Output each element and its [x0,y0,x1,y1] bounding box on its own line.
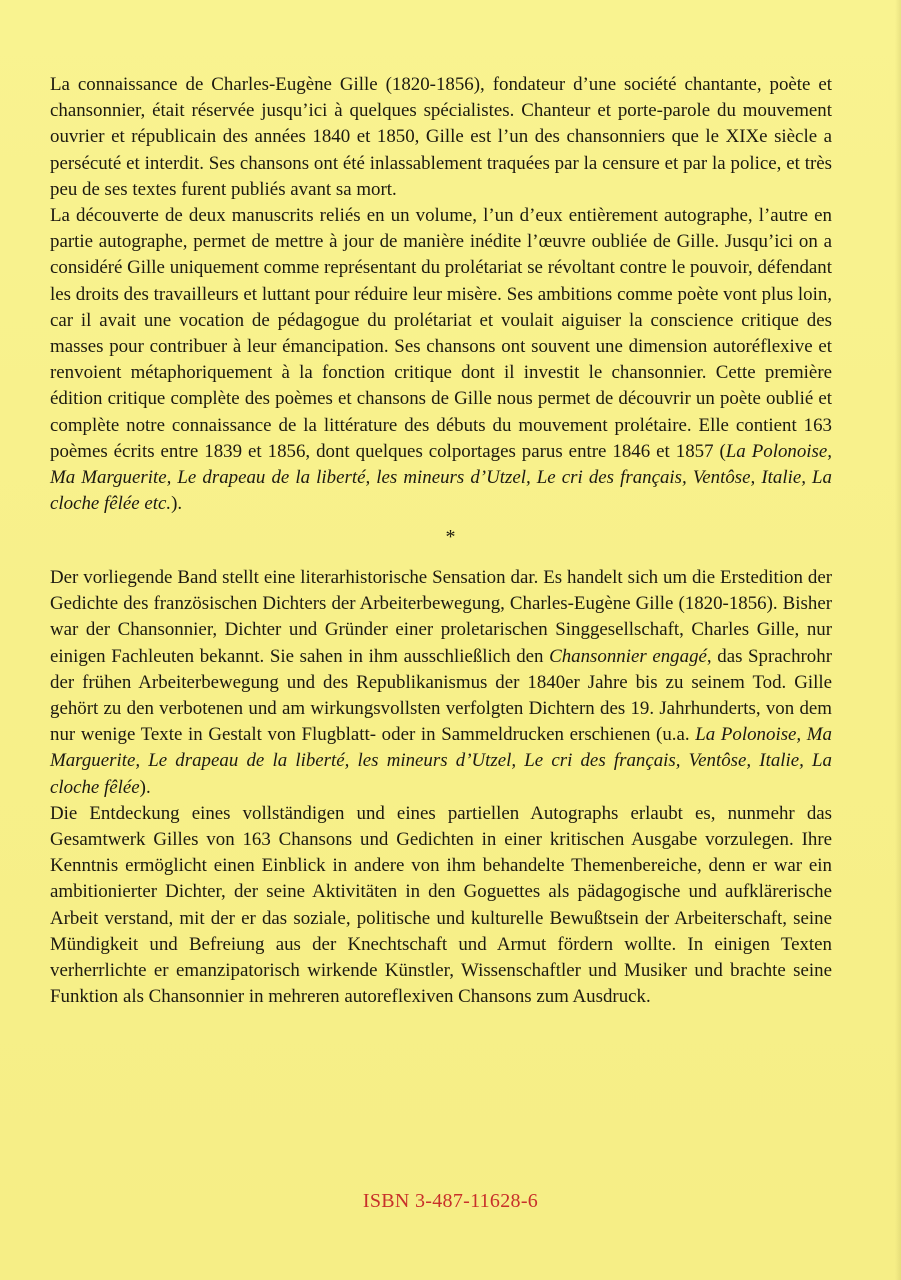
text-run: La connaissance de Charles-Eugène Gille (1820-1856), fondateur d’une société chantante, poète et chansonnier, était réservée jusqu’ici à quelques spécialistes. Chanteur et porte-parole du mouvement ouvrier et républicain des années 1840 et 1850, Gille est l’un des chansonniers que le XIXe siècle a persécuté et interdit. Ses chansons ont été inlassablement traquées par la censure et par la police, et très peu de ses textes furent publiés avant sa mort. [50,74,832,200]
section-separator: * [445,526,456,548]
german-blurb [50,565,832,1010]
text-run: Die Entdeckung eines vollständigen und eines partiellen Autographs erlaubt es, nunmehr das Gesamtwerk Gilles von 163 Chansons und Gedichten in einer kritischen Ausgabe vorzulegen. Ihre Kenntnis ermöglicht einen Einblick in andere von ihm behandelte Themenbereiche, denn er war ein ambitionierter Dichter, der seine Aktivitäten in den Goguettes als pädagogische und aufklärerische Arbeit verstand, mit der er das soziale, politische und kulturelle Bewußtsein der Arbeiterschaft, seine Mündigkeit und Befreiung aus der Knechtschaft und Armut fördern wollte. In einigen Texten verherrlichte er emanzipatorisch wirkende Künstler, Wissenschaftler und Musiker und brachte seine Funktion als Chansonnier in mehreren autoreflexiven Chansons zum Ausdruck. [50,802,832,1008]
german-paragraph-2 [50,801,832,1011]
german-paragraph-1 [50,565,832,801]
text-run: , das Sprachrohr der frühen Arbeiterbewegung und des Republikanismus der 1840er Jahre bis zu seinem Tod. Gille gehört zu den verbotenen und am wirkungsvollsten verfolgten Dichtern des 19. Jahrhunderts, von dem nur wenige Texte in Gestalt von Flugblatt- oder in Sammeldrucken erschienen (u.a. [50,645,832,746]
french-paragraph-2 [50,203,832,517]
text-run: Der vorliegende Band stellt eine literarhistorische Sensation dar. Es handelt sich um die Erstedition der Gedichte des französischen Dichters der Arbeiterbewegung, Charles-Eugène Gille (1820-1856). Bisher war der Chansonnier, Dichter und Gründer einer proletarischen Singgesellschaft, Charles Gille, nur einigen Fachleuten bekannt. Sie sahen in ihm ausschließlich den [50,567,832,667]
italic-title-run: Chansonnier engagé [549,645,707,667]
french-paragraph-1 [50,72,832,203]
french-blurb [50,72,832,517]
italic-title-run: La Polonoise, Ma Marguerite, Le drapeau de la liberté, les mineurs d’Utzel, Le cri des français, Ventôse, Italie, La cloche fêlée etc. [50,440,832,515]
isbn-number: ISBN 3-487-11628-6 [362,1190,539,1212]
text-run: ). [139,776,151,798]
page-edge-shadow [895,0,901,1280]
text-run: La découverte de deux manuscrits reliés en un volume, l’un d’eux entièrement autographe, l’autre en partie autographe, permet de mettre à jour de manière inédite l’œuvre oubliée de Gille. Jusqu’ici on a considéré Gille uniquement comme représentant du prolétariat se révoltant contre le pouvoir, défendant les droits des travailleurs et luttant pour réduire leur misère. Ses ambitions comme poète vont plus loin, car il avait une vocation de pédagogue du prolétariat et voulait aiguiser la conscience critique des masses pour contribuer à leur émancipation. Ses chansons ont souvent une dimension autoréflexive et renvoient métaphoriquement à la fonction critique dont il investit le chansonnier. Cette première édition critique complète des poèmes et chansons de Gille nous permet de découvrir un poète oublié et complète notre connaissance de la littérature des débuts du mouvement prolétaire. Elle contient 163 poèmes écrits entre 1839 et 1856, dont quelques colportages parus entre 1846 et 1857 ( [50,205,832,462]
text-run: ). [171,493,183,515]
italic-title-run: La Polonoise, Ma Marguerite, Le drapeau de la liberté, les mineurs d’Utzel, Le cri des français, Ventôse, Italie, La cloche fêlée [50,724,832,798]
